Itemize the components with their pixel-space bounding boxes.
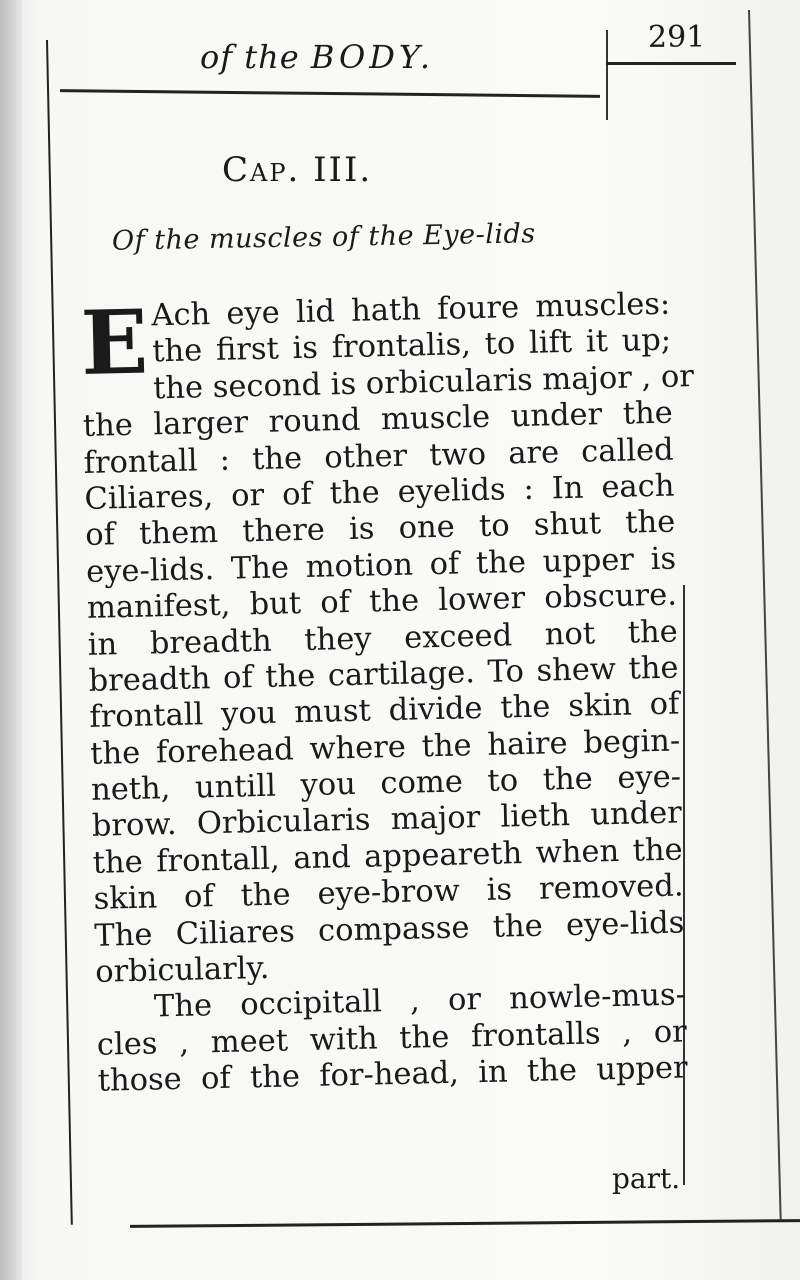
- text-line: The occipitall , or nowle-mus-: [153, 977, 687, 1025]
- chapter-heading: Cap. III.: [222, 150, 373, 190]
- text-line: neth, untill you come to the eye-: [90, 759, 682, 808]
- running-head: [200, 38, 434, 76]
- text-line: cles , meet with the frontalls , or: [96, 1014, 688, 1063]
- page-number: 291: [648, 20, 706, 55]
- page-binding-edge: [0, 0, 22, 1280]
- text-line: the forehead where the haire begin-: [89, 723, 681, 772]
- text-line: Ach eye lid hath foure muscles:: [151, 286, 671, 334]
- text-line: frontall you must divide the skin of: [89, 686, 680, 736]
- text-line: The Ciliares compasse the eye-lids: [94, 905, 685, 954]
- text-line: the frontall, and appeareth when the: [92, 832, 684, 881]
- frame-left-rule: [46, 40, 73, 1225]
- text-line: of them there is one to shut the: [84, 504, 676, 554]
- text-line: Ciliares, or of the eyelids : In each: [84, 468, 675, 517]
- text-line: eye-lids. The motion of the upper is: [85, 541, 677, 590]
- running-head-word: BODY.: [310, 38, 435, 76]
- text-line: frontall : the other two are called: [83, 432, 674, 481]
- text-line: orbicularly.: [94, 950, 270, 990]
- text-line: brow. Orbicularis major lieth under: [91, 795, 683, 845]
- text-line: breadth of the cartilage. To shew the: [88, 650, 679, 699]
- header-underline-rule: [60, 89, 600, 98]
- text-line: skin of the eye-brow is removed.: [93, 868, 684, 918]
- page-number-underline-rule: [606, 62, 736, 65]
- running-head-prefix: of the: [200, 38, 300, 76]
- text-line: manifest, but of the lower obscure.: [86, 577, 678, 627]
- drop-cap: E: [79, 289, 150, 395]
- body-text: [79, 286, 695, 1101]
- frame-bottom-rule: [130, 1219, 800, 1228]
- frame-right-rule: [748, 10, 782, 1220]
- text-line: the second is orbicularis major , or: [152, 358, 695, 407]
- header-divider-rule: [606, 30, 608, 120]
- section-title: Of the muscles of the Eye-lids: [111, 218, 536, 257]
- text-line: the first is frontalis, to lift it up;: [151, 322, 672, 370]
- text-line: in breadth they exceed not the: [87, 614, 679, 663]
- text-line: the larger round muscle under the: [82, 395, 674, 445]
- catchword: part.: [612, 1162, 681, 1195]
- text-line: those of the for-head, in the upper: [97, 1050, 688, 1099]
